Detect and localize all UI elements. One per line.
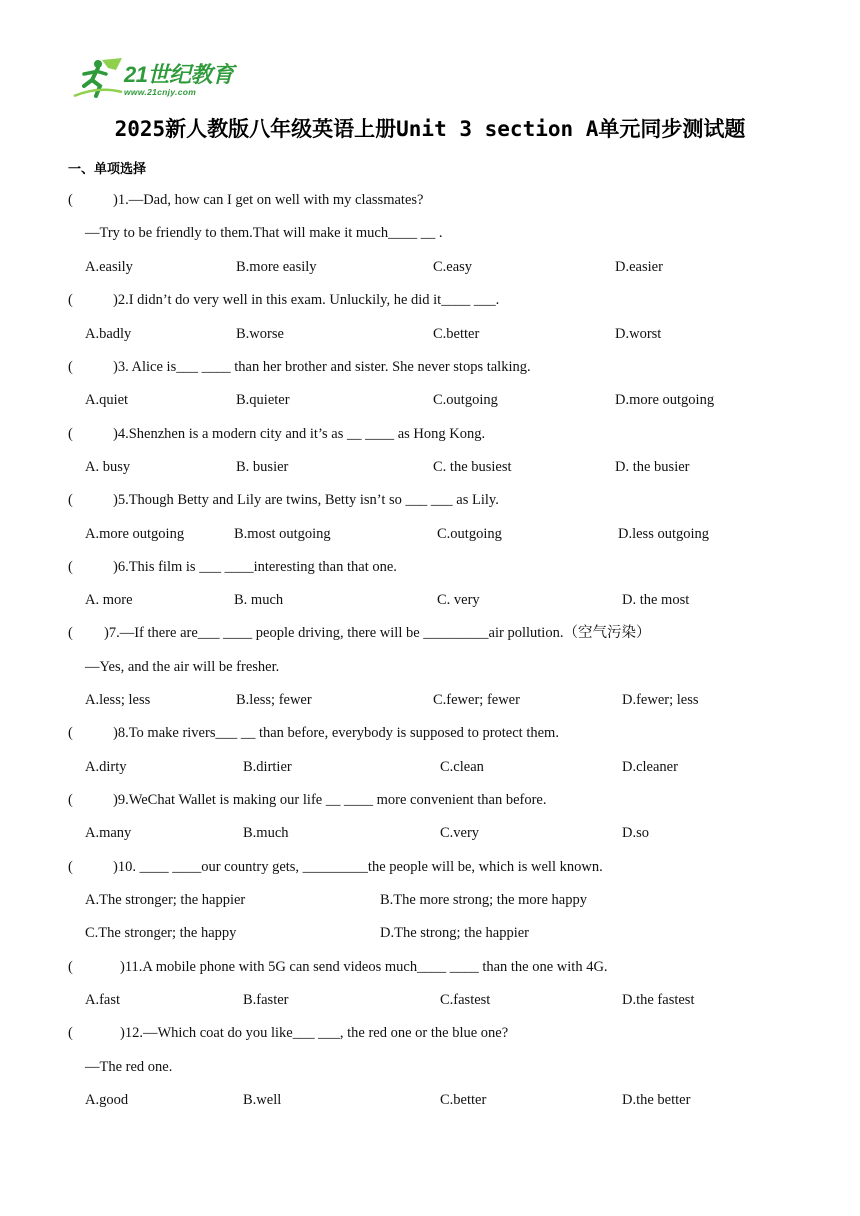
- question-stem: )2.I didn’t do very well in this exam. Unluckily, he did it____ ___.: [113, 292, 500, 308]
- option-b: B.quieter: [236, 392, 290, 408]
- question-stem: )7.—If there are___ ____ people driving, there will be _________air pollution.（空气污染）: [104, 625, 651, 641]
- answer-paren: (: [68, 959, 73, 975]
- option-c: C.easy: [433, 259, 473, 275]
- answer-paren: (: [68, 192, 73, 208]
- option-d: D.cleaner: [622, 759, 678, 775]
- option-d: D.more outgoing: [615, 392, 715, 408]
- question-reply: —Yes, and the air will be fresher.: [85, 659, 280, 675]
- answer-paren: (: [68, 559, 73, 575]
- option-d: D.easier: [615, 259, 663, 275]
- option-d: D. the most: [622, 592, 690, 608]
- question-stem: )5.Though Betty and Lily are twins, Betty isn’t so ___ ___ as Lily.: [113, 492, 499, 508]
- option-b: B.worse: [236, 326, 284, 342]
- question-stem: )10. ____ ____our country gets, _________the people will be, which is well known.: [113, 859, 603, 875]
- option-b: B.faster: [243, 992, 289, 1008]
- option-b: B.much: [243, 825, 289, 841]
- option-c: C.The stronger; the happy: [85, 925, 237, 941]
- question-stem: )3. Alice is___ ____ than her brother and sister. She never stops talking.: [113, 359, 531, 375]
- answer-paren: (: [68, 792, 73, 808]
- option-c: C.outgoing: [433, 392, 498, 408]
- answer-paren: (: [68, 426, 73, 442]
- option-a: A.many: [85, 825, 132, 841]
- option-b: B.most outgoing: [234, 526, 331, 542]
- option-a: A.dirty: [85, 759, 127, 775]
- option-a: A.The stronger; the happier: [85, 892, 246, 908]
- question-stem: )11.A mobile phone with 5G can send videos much____ ____ than the one with 4G.: [120, 959, 608, 975]
- logo-text: 21世纪教育: [124, 62, 234, 87]
- option-c: C. very: [437, 592, 480, 608]
- option-c: C. the busiest: [433, 459, 512, 475]
- runner-logo-icon: [72, 56, 124, 100]
- option-c: C.fastest: [440, 992, 491, 1008]
- option-a: A.badly: [85, 326, 132, 342]
- option-a: A.quiet: [85, 392, 129, 408]
- option-a: A.easily: [85, 259, 133, 275]
- question-stem: )12.—Which coat do you like___ ___, the red one or the blue one?: [120, 1025, 509, 1041]
- option-b: B. busier: [236, 459, 289, 475]
- option-d: D. the busier: [615, 459, 690, 475]
- option-c: C.fewer; fewer: [433, 692, 520, 708]
- question-stem: )8.To make rivers___ __ than before, everybody is supposed to protect them.: [113, 725, 559, 741]
- option-d: D.the fastest: [622, 992, 695, 1008]
- option-a: A.more outgoing: [85, 526, 185, 542]
- option-a: A.less; less: [85, 692, 151, 708]
- option-b: B. much: [234, 592, 284, 608]
- option-b: B.less; fewer: [236, 692, 312, 708]
- question-stem: )9.WeChat Wallet is making our life __ ____ more convenient than before.: [113, 792, 547, 808]
- answer-paren: (: [68, 625, 73, 641]
- question-reply: —The red one.: [85, 1059, 173, 1075]
- answer-paren: (: [68, 1025, 73, 1041]
- option-d: D.fewer; less: [622, 692, 699, 708]
- logo-url: www.21cnjy.com: [124, 87, 197, 97]
- answer-paren: (: [68, 359, 73, 375]
- question-stem: )6.This film is ___ ____interesting than that one.: [113, 559, 397, 575]
- section-heading: 一、单项选择: [68, 162, 147, 177]
- option-c: C.clean: [440, 759, 484, 775]
- option-d: D.less outgoing: [618, 526, 710, 542]
- option-a: A. more: [85, 592, 133, 608]
- option-a: A.good: [85, 1092, 129, 1108]
- answer-paren: (: [68, 492, 73, 508]
- option-b: B.more easily: [236, 259, 317, 275]
- answer-paren: (: [68, 859, 73, 875]
- option-b: B.dirtier: [243, 759, 292, 775]
- option-b: B.The more strong; the more happy: [380, 892, 587, 908]
- option-d: D.worst: [615, 326, 662, 342]
- option-a: A. busy: [85, 459, 131, 475]
- option-d: D.so: [622, 825, 649, 841]
- option-c: C.better: [440, 1092, 487, 1108]
- option-b: B.well: [243, 1092, 282, 1108]
- logo: [72, 56, 242, 102]
- option-a: A.fast: [85, 992, 121, 1008]
- option-d: D.The strong; the happier: [380, 925, 529, 941]
- answer-paren: (: [68, 725, 73, 741]
- option-c: C.outgoing: [437, 526, 502, 542]
- answer-paren: (: [68, 292, 73, 308]
- question-stem: )1.—Dad, how can I get on well with my classmates?: [113, 192, 424, 208]
- option-c: C.better: [433, 326, 480, 342]
- option-d: D.the better: [622, 1092, 691, 1108]
- question-reply: —Try to be friendly to them.That will make it much____ __ .: [85, 225, 443, 241]
- option-c: C.very: [440, 825, 480, 841]
- page-title: 2025新人教版八年级英语上册Unit 3 section A单元同步测试题: [114, 117, 746, 141]
- question-stem: )4.Shenzhen is a modern city and it’s as __ ____ as Hong Kong.: [113, 426, 486, 442]
